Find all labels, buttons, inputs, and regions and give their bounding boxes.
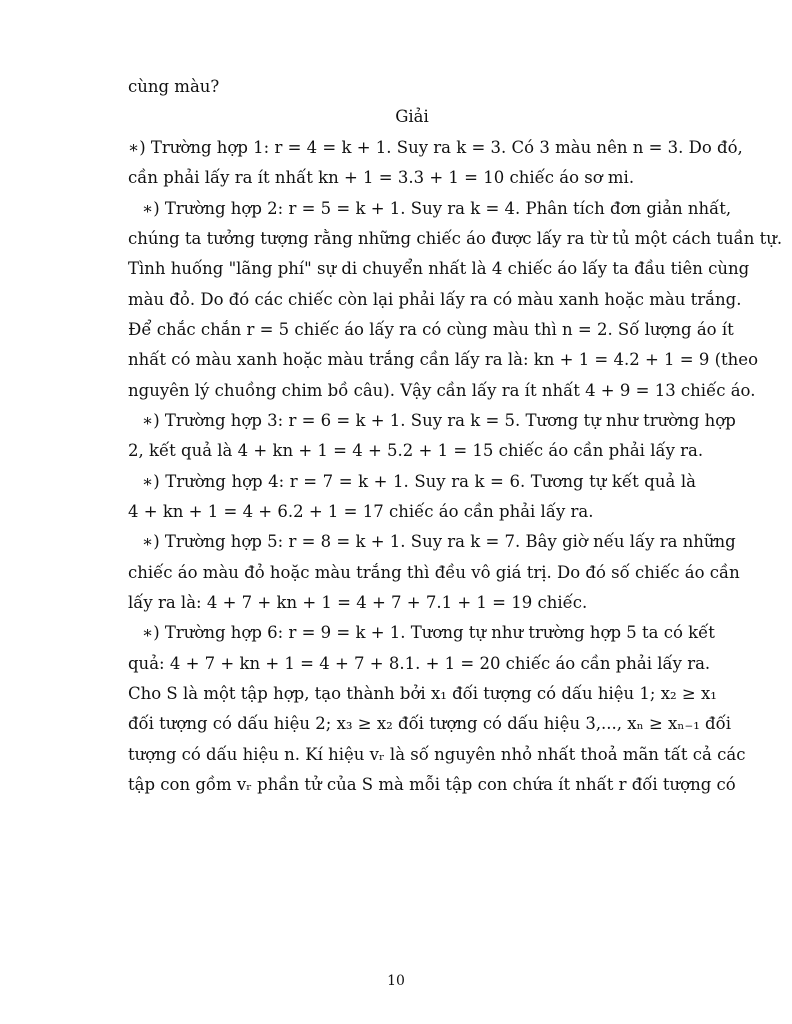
text-line: Tình huống "lãng phí" sự di chuyển nhất là 4 chiếc áo lấy ta đầu tiên cùng xyxy=(128,259,750,278)
section-heading: Giải xyxy=(395,107,429,126)
page-number: 10 xyxy=(387,973,405,989)
text-line: ∗) Trường hợp 5: r = 8 = k + 1. Suy ra k = 7. Bây giờ nếu lấy ra những xyxy=(142,532,736,551)
text-line: chiếc áo màu đỏ hoặc màu trắng thì đều vô giá trị. Do đó số chiếc áo cần xyxy=(128,563,740,582)
text-line: 4 + kn + 1 = 4 + 6.2 + 1 = 17 chiếc áo cần phải lấy ra. xyxy=(128,502,594,521)
text-line: chúng ta tưởng tượng rằng những chiếc áo được lấy ra từ tủ một cách tuần tự. xyxy=(128,229,783,248)
text-line: Để chắc chắn r = 5 chiếc áo lấy ra có cùng màu thì n = 2. Số lượng áo ít xyxy=(128,320,734,339)
text-line: tập con gồm vᵣ phần tử của S mà mỗi tập con chứa ít nhất r đối tượng có xyxy=(128,775,736,794)
text-line: ∗) Trường hợp 3: r = 6 = k + 1. Suy ra k = 5. Tương tự như trường hợp xyxy=(142,411,736,430)
text-line: đối tượng có dấu hiệu 2; x₃ ≥ x₂ đối tượng có dấu hiệu 3,..., xₙ ≥ xₙ₋₁ đối xyxy=(128,714,731,733)
text-line: ∗) Trường hợp 2: r = 5 = k + 1. Suy ra k = 4. Phân tích đơn giản nhất, xyxy=(142,199,732,218)
text-line: cần phải lấy ra ít nhất kn + 1 = 3.3 + 1 = 10 chiếc áo sơ mi. xyxy=(128,168,635,187)
text-line: ∗) Trường hợp 1: r = 4 = k + 1. Suy ra k = 3. Có 3 màu nên n = 3. Do đó, xyxy=(128,138,743,157)
text-line: ∗) Trường hợp 6: r = 9 = k + 1. Tương tự như trường hợp 5 ta có kết xyxy=(142,623,715,642)
text-line: nguyên lý chuồng chim bồ câu). Vậy cần lấy ra ít nhất 4 + 9 = 13 chiếc áo. xyxy=(128,381,756,400)
text-line: 2, kết quả là 4 + kn + 1 = 4 + 5.2 + 1 = 15 chiếc áo cần phải lấy ra. xyxy=(128,441,704,460)
text-line: màu đỏ. Do đó các chiếc còn lại phải lấy ra có màu xanh hoặc màu trắng. xyxy=(128,290,742,309)
text-line: Cho S là một tập hợp, tạo thành bởi x₁ đối tượng có dấu hiệu 1; x₂ ≥ x₁ xyxy=(128,684,717,703)
text-line: tượng có dấu hiệu n. Kí hiệu vᵣ là số nguyên nhỏ nhất thoả mãn tất cả các xyxy=(128,745,746,764)
text-line: quả: 4 + 7 + kn + 1 = 4 + 7 + 8.1. + 1 = 20 chiếc áo cần phải lấy ra. xyxy=(128,654,711,673)
text-line: cùng màu? xyxy=(128,77,220,96)
text-line: ∗) Trường hợp 4: r = 7 = k + 1. Suy ra k = 6. Tương tự kết quả là xyxy=(142,472,696,491)
text-line: lấy ra là: 4 + 7 + kn + 1 = 4 + 7 + 7.1 + 1 = 19 chiếc. xyxy=(128,593,588,612)
text-line: nhất có màu xanh hoặc màu trắng cần lấy ra là: kn + 1 = 4.2 + 1 = 9 (theo xyxy=(128,350,759,369)
